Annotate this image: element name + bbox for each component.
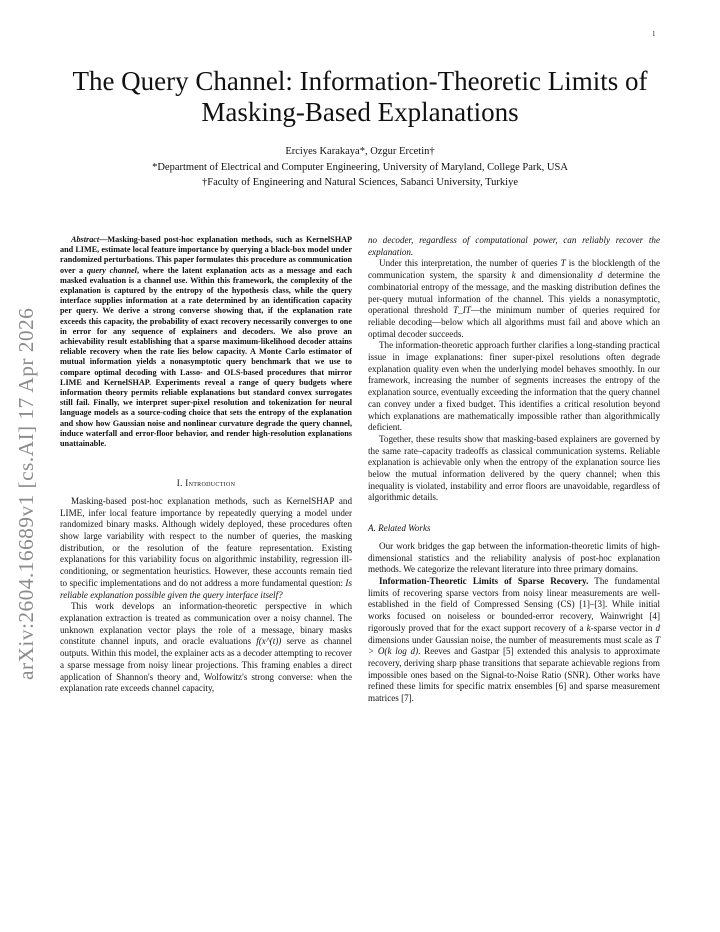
related-p2-math-k: k [586,622,591,633]
abstract-text-1: —Masking-based post-hoc explanation methods, such as KernelSHAP and LIME, estimate local feature importance by querying a black-box model under randomized perturbations. This paper formulates this procedure as communication over a [60,235,352,275]
related-p2-text-a: The fundamental limits of recovering sparse vectors from noisy linear measurements are well-established in the field of Compressed Sensing (CS) [1]–[3]. While initial works focused on noiseless or bounded-error recovery, Wainwright [4] rigorously proved that for the exact support recovery of a [368,575,660,633]
intro-paragraph-2 [60,601,352,695]
right-column [368,235,660,705]
affiliation-2: †Faculty of Engineering and Natural Sciences, Sabanci University, Turkiye [202,177,518,188]
intro-p3-text-c: and dimensionality [515,270,598,281]
intro-p1-text: Masking-based post-hoc explanation methods, such as KernelSHAP and LIME, infer local feature importance by repeatedly querying a model under randomized binary masks. Although widely deployed, these procedures often show large variability with respect to the number of queries, the masking distribution, or the resolution of the feature representation. Existing explanations for this variability focus on algorithmic instability, regression ill-conditioning, or segmentation heuristics. However, these accounts remain tied to specific implementations and do not address a more fundamental question: [60,495,352,588]
intro-paragraph-2-continued [368,235,660,258]
intro-p3-math-d: d [597,270,603,281]
intro-p3-text-d: determine the combinatorial entropy of the message, and the masking distribution defines the per-query mutual information of the channel. This yields a nonasymptotic, operational threshold [368,270,660,316]
related-p2-math-scaling: T > O(k log d) [368,634,660,657]
intro-p2-math: f(x^(t)) [256,636,282,647]
intro-p2-text-a: This work develops an information-theoretic perspective in which explanation extraction is treated as communication over a noisy channel. The unknown explanation vector plays the role of a message, binary masks constitute channel inputs, and oracle evaluations [60,601,352,647]
related-p2-text-c: dimensions under Gaussian noise, the number of measurements must scale as [368,634,655,645]
abstract-query-channel: query channel [86,265,137,275]
intro-p1-question: Is reliable explanation possible given the query interface itself? [60,577,352,600]
related-p2-text-b: -sparse vector in [590,622,656,633]
paper-title: The Query Channel: Information-Theoretic Limits of Masking-Based Explanations [72,66,648,127]
affiliation-1: *Department of Electrical and Computer Engineering, University of Maryland, College Park, USA [152,162,568,173]
intro-paragraph-1 [60,496,352,601]
related-p2-lead: Information-Theoretic Limits of Sparse Recovery. [379,575,589,586]
intro-p3-math-TIT: T_IT [453,305,471,316]
arxiv-identifier-stamp: arXiv:2604.16689v1 [cs.AI] 17 Apr 2026 [14,307,38,680]
intro-p3-math-k: k [511,270,516,281]
intro-paragraph-5: Together, these results show that masking-based explainers are governed by the same rate–capacity tradeoffs as classical communication systems. Reliable explanation is achievable only when the entropy of the explanation source lies below the mutual information delivered by the query channel; when this inequality is violated, instability and error floors are unavoidable, regardless of algorithmic details. [368,433,660,503]
section-heading-introduction [60,478,352,490]
page-number: 1 [652,30,656,38]
left-column [60,235,352,695]
intro-paragraph-3 [368,258,660,340]
related-paragraph-2 [368,576,660,705]
section-title: Introduction [185,478,236,489]
abstract-label: Abstract [71,235,100,244]
intro-p3-text-a: Under this interpretation, the number of queries [379,258,561,269]
intro-p3-text-b: is the blocklength of the communication system, the sparsity [368,258,660,281]
intro-p3-math-T: T [560,258,566,269]
section-numeral: I. [176,478,186,489]
intro-p2-continued-text: no decoder, regardless of computational power, can reliably recover the explanation. [368,235,660,257]
related-paragraph-1: Our work bridges the gap between the information-theoretic limits of high-dimensional statistics and the reliability analysis of post-hoc explanation methods. We categorize the relevant literature into three primary domains. [368,540,660,575]
intro-p2-text-b: serve as channel outputs. Within this model, the explainer acts as a decoder attempting to recover a sparse message from noisy linear projections. This framing enables a direct application of Shannon's theory and, Wolfowitz's strong converse: when the explanation rate exceeds channel capacity, [60,636,352,694]
subsection-heading-related-works: A. Related Works [368,523,431,534]
abstract [60,235,352,449]
intro-p3-text-e: —the minimum number of queries required for reliable decoding—below which all algorithms must fail and above which an optimal decoder succeeds. [368,305,661,339]
related-p2-text-d: . Reeves and Gastpar [5] extended this analysis to approximate recovery, deriving sharp phase transitions that separate achievable regions from impossible ones based on the Signal-to-Noise Ratio (SNR). Other works have refined these limits for specific matrix ensembles [6] and sparse measurement matrices [7]. [368,646,660,704]
intro-paragraph-4: The information-theoretic approach further clarifies a long-standing practical issue in image explanations: finer super-pixel resolutions often degrade explanation quality even when the underlying model behaves smoothly. In our framework, increasing the number of segments increases the entropy of the explanation source, eventually exceeding the information that the query channel can convey under a fixed budget. This identifies a critical resolution beyond which explanations are mathematically impossible rather than algorithmically deficient. [368,340,660,433]
related-p2-math-d: d [655,622,660,633]
author-list: Erciyes Karakaya*, Ozgur Ercetin† [285,146,435,157]
abstract-text-2: , where the latent explanation acts as a message and each masked evaluation is a channel use. Within this framework, the complexity of the explanation is captured by the entropy of the hypothesis class, while the query interface supplies information at a rate determined by an identification capacity per query. We derive a strong converse showing that, if the explanation rate exceeds this capacity, the probability of exact recovery necessarily converges to one in error for any sequence of explainers and decoders. We also prove an achievability result establishing that a sparse maximum-likelihood decoder attains reliable recovery when the rate lies below capacity. A Monte Carlo estimator of mutual information yields a nonasymptotic query benchmark that we use to compare optimal decoding with Lasso- and OLS-based procedures that mirror LIME and KernelSHAP. Experiments reveal a range of query budgets where information theory permits reliable explanations but standard convex surrogates still fail. Finally, we interpret super-pixel resolution and tokenization for neural language models as a source-coding choice that sets the entropy of the explanation and show how Gaussian noise and nonlinear curvature degrade the query channel, induce waterfall and error-floor behavior, and render high-resolution explanations unattainable. [60,265,352,449]
